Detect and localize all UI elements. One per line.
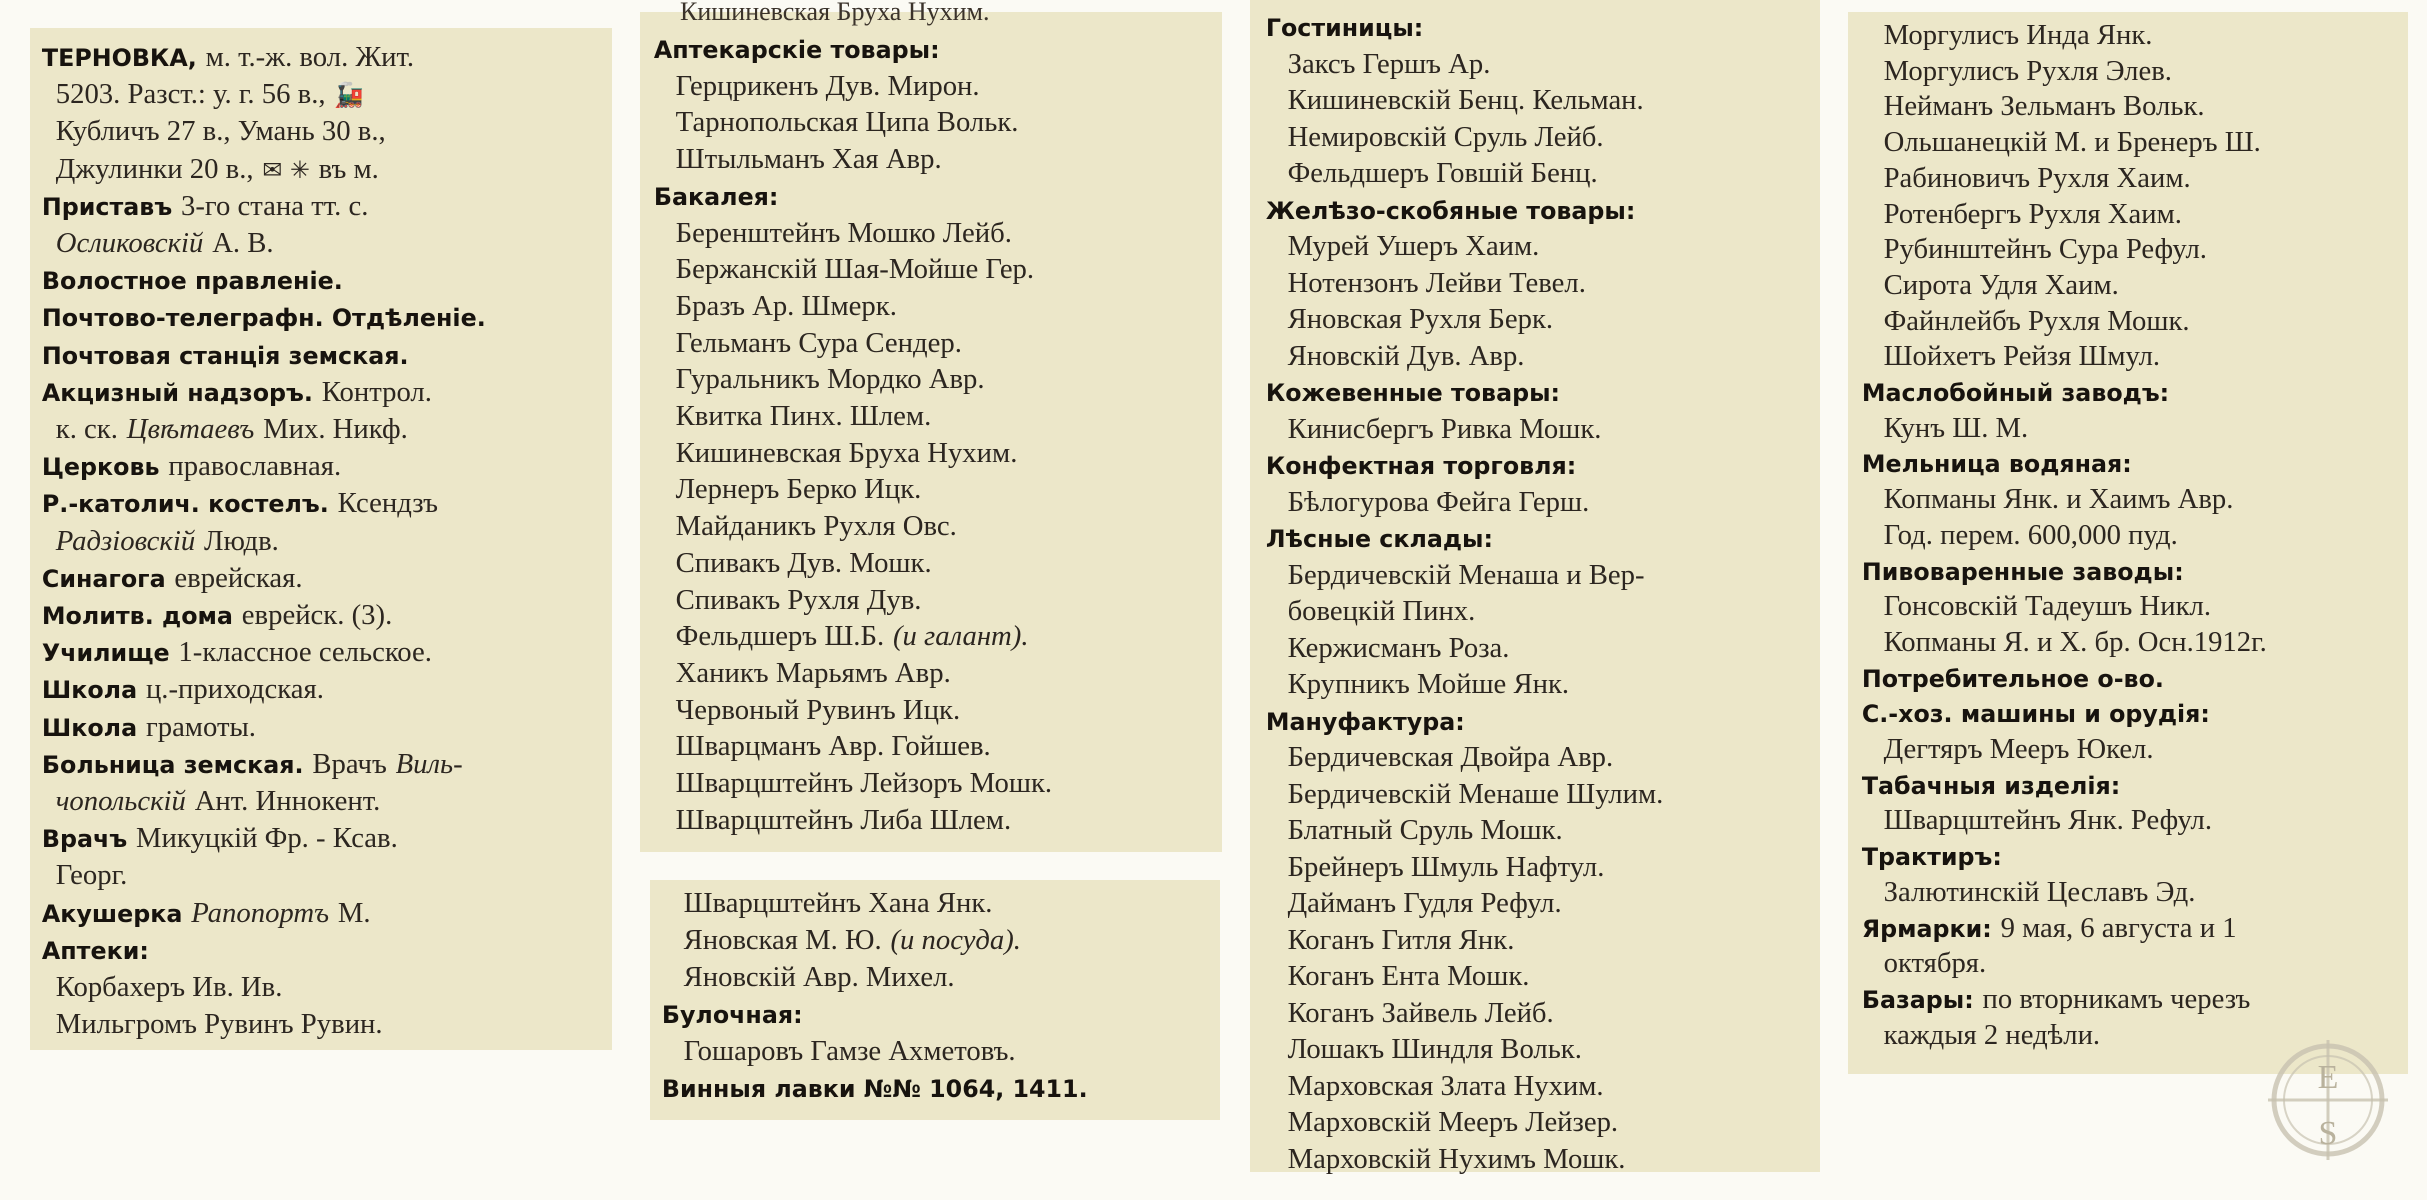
- entry-line: [30, 784, 606, 818]
- heading-text: Маслобойный заводъ:: [1861, 379, 2170, 407]
- entry-line: [1250, 886, 1814, 920]
- entry-line: [1848, 339, 2402, 373]
- entry-text: Ханикъ Марьямъ Авр.: [675, 656, 951, 689]
- entry-text: Яновская М. Ю.: [683, 924, 882, 956]
- heading-text: Лѣсные склады:: [1265, 525, 1494, 553]
- entry-text: Червоный Рувинъ Ицк.: [675, 693, 961, 726]
- heading-text: Больница земская.: [41, 750, 304, 779]
- section-heading: [1250, 193, 1814, 227]
- entry-text: Коганъ Зайвель Лейб.: [1287, 996, 1554, 1029]
- section-heading: [30, 263, 606, 297]
- entry-text: Беренштейнъ Мошко Лейб.: [675, 216, 1012, 249]
- entry-text: Майданикъ Рухля Овс.: [675, 510, 957, 543]
- entry-line: [1848, 232, 2402, 266]
- entry-text: Лошакъ Шиндля Вольк.: [1287, 1033, 1582, 1065]
- section-heading: [30, 338, 606, 372]
- entry-text: Квитка Пинх. Шлем.: [675, 400, 932, 432]
- heading-text: Врачъ: [41, 825, 128, 854]
- italic-name: Виль-: [395, 747, 463, 780]
- watermark-letter-s: S: [2318, 1115, 2338, 1152]
- entry-line: [640, 766, 1216, 800]
- entry-line: [1848, 732, 2402, 766]
- entry-line: [1250, 83, 1814, 117]
- entry-text: Ксендзъ: [337, 487, 438, 520]
- entry-text: Кунъ Ш. М.: [1883, 411, 2029, 444]
- entry-text: православная.: [168, 450, 342, 483]
- italic-name: Цвѣтаевъ: [126, 413, 255, 445]
- column-4-panel: [1848, 12, 2408, 1074]
- entry-line: [1848, 197, 2402, 231]
- entry-text: 9 мая, 6 августа и 1: [2000, 911, 2237, 944]
- entry-line: [640, 546, 1216, 580]
- entry-text: Мурей Ушеръ Хаим.: [1287, 230, 1540, 262]
- entry-text: Залютинскій Цеславъ Эд.: [1883, 875, 2196, 908]
- entry-line: [640, 583, 1216, 617]
- section-heading: [1250, 10, 1814, 44]
- entry-text: Крупникъ Мойше Янк.: [1287, 668, 1570, 700]
- entry-line: [640, 142, 1216, 176]
- entry-line: [1250, 156, 1814, 190]
- entry-text: Копманы Янк. и Хаимъ Авр.: [1883, 483, 2234, 516]
- entry-line: [1250, 959, 1814, 993]
- entry-line: [1250, 850, 1814, 884]
- entry-text: по вторникамъ черезъ: [1982, 982, 2251, 1015]
- entry-text: Яновскій Дув. Авр.: [1287, 339, 1525, 372]
- entry-line: [1250, 485, 1814, 519]
- entry-text: Спивакъ Рухля Дув.: [675, 583, 922, 616]
- entry-line: [1848, 18, 2402, 52]
- heading-text: Школа: [41, 713, 138, 742]
- entry-text: Фельдшеръ Говшій Бенц.: [1287, 157, 1598, 189]
- entry-line: [1250, 229, 1814, 263]
- entry-text: Заксъ Гершъ Ар.: [1287, 47, 1491, 80]
- entry-line: [640, 656, 1216, 690]
- entry-text: Бердичевскій Менаша и Вер-: [1287, 558, 1645, 591]
- entry-text: Сирота Удля Хаим.: [1883, 268, 2119, 301]
- entry-text: 5203. Разст.: у. г. 56 в.,: [55, 78, 326, 111]
- entry-line: [640, 472, 1216, 506]
- entry-line: [1250, 412, 1814, 446]
- entry-line: [1848, 625, 2402, 659]
- entry-text: Джулинки 20 в.,: [55, 152, 254, 185]
- entry-text: Шойхетъ Рейзя Шмул.: [1883, 340, 2161, 373]
- entry-text: Марховскій Нухимъ Мошк.: [1287, 1142, 1626, 1175]
- heading-text: Булочная:: [661, 1001, 803, 1029]
- column-3-panel: [1250, 0, 1820, 1175]
- cropped-text-fragment: Кишиневская Бруха Нухим.: [680, 0, 990, 26]
- entry-text: Тарнопольская Ципа Вольк.: [675, 106, 1019, 139]
- entry-line: [1848, 875, 2402, 909]
- entry-line: [650, 886, 1214, 920]
- entry-text: Рубинштейнъ Сура Рефул.: [1883, 233, 2207, 266]
- entry-line: [30, 114, 606, 148]
- section-heading: [1848, 839, 2402, 873]
- entry-line: [1848, 89, 2402, 123]
- section-heading: [640, 179, 1216, 213]
- entry-line: [1848, 411, 2402, 445]
- entry-line: [640, 105, 1216, 139]
- entry-text: Ротенбергъ Рухля Хаим.: [1883, 197, 2182, 230]
- entry-line: [30, 896, 606, 930]
- entry-line: [1848, 518, 2402, 552]
- heading-text: Потребительное о-во.: [1861, 664, 2164, 693]
- heading-text: Акушерка: [41, 899, 183, 928]
- entry-text: бовецкій Пинх.: [1287, 595, 1476, 627]
- entry-text: Гошаровъ Гамзе Ахметовъ.: [683, 1035, 1016, 1067]
- entry-line: [1250, 47, 1814, 81]
- entry-text-tail: М.: [337, 896, 371, 929]
- entry-line: [640, 729, 1216, 763]
- heading-text: Трактиръ:: [1861, 843, 2002, 872]
- entry-line: [1250, 302, 1814, 336]
- entry-line: [640, 399, 1216, 433]
- heading-text: Церковь: [41, 453, 160, 482]
- section-heading: [1250, 375, 1814, 409]
- entry-line: [1848, 54, 2402, 88]
- entry-line: [640, 436, 1216, 470]
- section-heading: [1848, 696, 2402, 730]
- section-heading: [1848, 375, 2402, 409]
- heading-text: Почтовая станція земская.: [41, 341, 409, 370]
- entry-text: Дайманъ Гудля Рефул.: [1287, 887, 1562, 919]
- heading-text: Базары:: [1861, 985, 1974, 1014]
- entry-line: [1848, 982, 2402, 1016]
- heading-text: С.-хоз. машины и орудія:: [1861, 700, 2210, 729]
- entry-text: Яновскій Авр. Михел.: [683, 961, 955, 993]
- section-heading: [1848, 768, 2402, 802]
- heading-text: Табачныя изделія:: [1861, 771, 2121, 800]
- entry-text: еврейск. (3).: [241, 599, 393, 631]
- italic-name: (и посуда).: [890, 924, 1021, 956]
- entry-line: [30, 747, 606, 781]
- entry-line: [1250, 1105, 1814, 1139]
- entry-text: 1-классное сельское.: [178, 636, 432, 669]
- entry-text: Бердичевскій Менаше Шулим.: [1287, 777, 1664, 810]
- entry-line: [1848, 589, 2402, 623]
- entry-line: [1848, 125, 2402, 159]
- heading-text: Почтово-телеграфн. Отдѣленіе.: [41, 304, 486, 333]
- entry-text: Микуцкій Фр. - Ксав.: [136, 822, 398, 855]
- entry-text: Файнлейбъ Рухля Мошк.: [1883, 304, 2190, 337]
- heading-text: ТЕРНОВКА,: [41, 44, 197, 72]
- entry-text: Кержисманъ Роза.: [1287, 631, 1510, 664]
- compass-watermark-stamp: [2266, 1038, 2390, 1162]
- entry-text: Бердичевская Двойра Авр.: [1287, 741, 1614, 773]
- entry-line: [1848, 803, 2402, 837]
- entry-text: Нотензонъ Лейви Тевел.: [1287, 266, 1586, 299]
- heading-text: Мануфактура:: [1265, 707, 1465, 736]
- entry-line: [30, 858, 606, 892]
- heading-text: Мельница водяная:: [1861, 450, 2132, 479]
- entry-text: Штыльманъ Хая Авр.: [675, 143, 942, 176]
- entry-line: [1848, 911, 2402, 945]
- entry-text: Год. перем. 600,000 пуд.: [1883, 518, 2178, 551]
- entry-text: октября.: [1883, 947, 1987, 980]
- entry-text: Фельдшеръ Ш.Б.: [675, 620, 885, 653]
- entry-text: Коганъ Гитля Янк.: [1287, 923, 1515, 956]
- column-2b-panel: [650, 880, 1220, 1120]
- entry-text: Лернеръ Берко Ицк.: [675, 473, 922, 506]
- entry-line: [30, 189, 606, 223]
- entry-line: [640, 803, 1216, 837]
- entry-text: Марховская Злата Нухим.: [1287, 1069, 1604, 1102]
- map-symbol-icon: ✉ ✳: [262, 155, 310, 184]
- entry-text: Гонсовскій Тадеушъ Никл.: [1883, 590, 2212, 623]
- italic-name: Радзіовскій: [55, 524, 196, 557]
- heading-text: Р.-католич. костелъ.: [41, 490, 329, 519]
- heading-text: Акцизный надзоръ.: [41, 378, 313, 407]
- section-heading: [650, 1071, 1214, 1105]
- entry-line: [30, 672, 606, 706]
- italic-name: (и галант).: [892, 620, 1029, 653]
- entry-line: [640, 69, 1216, 103]
- entry-text: Марховскій Мееръ Лейзер.: [1287, 1106, 1619, 1138]
- heading-text: Аптеки:: [41, 936, 149, 965]
- entry-text-tail: въ м.: [318, 152, 379, 185]
- entry-text: Немировскій Сруль Лейб.: [1287, 120, 1604, 153]
- entry-text: Корбахеръ Ив. Ив.: [55, 971, 283, 1003]
- section-heading: [1250, 448, 1814, 482]
- entry-line: [30, 77, 606, 111]
- entry-text: Яновская Рухля Берк.: [1287, 303, 1554, 335]
- heading-text: Гостиницы:: [1265, 14, 1424, 42]
- heading-text: Молитв. дома: [41, 602, 233, 630]
- entry-text: к. ск.: [55, 413, 118, 445]
- entry-text: Шварцманъ Авр. Гойшев.: [675, 730, 991, 763]
- entry-line: [650, 923, 1214, 957]
- entry-line: [640, 509, 1216, 543]
- map-symbol-icon: 🚂: [334, 81, 364, 110]
- section-heading: [650, 997, 1214, 1031]
- entry-line: [640, 619, 1216, 653]
- entry-text-tail: Мих. Никф.: [263, 413, 408, 445]
- entry-line: [1250, 1069, 1814, 1103]
- entry-line: [640, 326, 1216, 360]
- entry-line: [30, 821, 606, 855]
- entry-line: [640, 289, 1216, 323]
- entry-text: Брейнеръ Шмуль Нафтул.: [1287, 850, 1605, 883]
- entry-line: [1250, 740, 1814, 774]
- entry-line: [1250, 120, 1814, 154]
- column-1-panel: [30, 28, 612, 1050]
- entry-line: [650, 1034, 1214, 1068]
- entry-text: м. т.-ж. вол. Жит.: [205, 41, 415, 73]
- entry-line: [30, 449, 606, 483]
- entry-line: [1250, 339, 1814, 373]
- heading-text: Училище: [41, 639, 170, 668]
- section-heading: [30, 933, 606, 967]
- entry-line: [30, 40, 606, 74]
- section-heading: [1250, 704, 1814, 738]
- entry-text: Врачъ: [312, 747, 387, 780]
- section-heading: [30, 300, 606, 334]
- entry-text: Шварцштейнъ Янк. Рефул.: [1883, 804, 2213, 837]
- entry-text: Нейманъ Зельманъ Вольк.: [1883, 90, 2205, 123]
- entry-text: Копманы Я. и Х. бр. Осн.1912г.: [1883, 625, 2267, 658]
- entry-line: [1250, 631, 1814, 665]
- entry-text: Блатный Сруль Мошк.: [1287, 814, 1563, 846]
- heading-text: Школа: [41, 676, 138, 705]
- heading-text: Аптекарскіе товары:: [653, 36, 940, 64]
- entry-text: Моргулисъ Инда Янк.: [1883, 19, 2153, 51]
- entry-line: [1848, 161, 2402, 195]
- entry-line: [30, 226, 606, 260]
- entry-text: Георг.: [55, 859, 128, 892]
- entry-line: [1848, 946, 2402, 980]
- entry-line: [650, 960, 1214, 994]
- heading-text: Винныя лавки №№ 1064, 1411.: [661, 1075, 1088, 1103]
- entry-line: [1848, 482, 2402, 516]
- entry-text: Спивакъ Дув. Мошк.: [675, 546, 932, 579]
- entry-line: [30, 635, 606, 669]
- entry-text: Ольшанецкій М. и Бренеръ Ш.: [1883, 126, 2261, 159]
- entry-line: [640, 252, 1216, 286]
- entry-text: Мильгромъ Рувинъ Рувин.: [55, 1008, 383, 1041]
- entry-line: [1848, 304, 2402, 338]
- entry-text: Кишиневскій Бенц. Кельман.: [1287, 84, 1644, 116]
- entry-text: грамоты.: [145, 710, 256, 743]
- entry-text: еврейская.: [174, 561, 303, 594]
- entry-line: [1250, 923, 1814, 957]
- entry-text: Бѣлогурова Фейга Герш.: [1287, 485, 1590, 518]
- italic-name: Осликовскій: [55, 227, 204, 259]
- entry-text: А. В.: [212, 227, 274, 259]
- entry-line: [1250, 667, 1814, 701]
- entry-line: [1250, 266, 1814, 300]
- entry-text: Бразъ Ар. Шмерк.: [675, 289, 897, 322]
- heading-text: Конфектная торговля:: [1265, 452, 1577, 480]
- section-heading: [1250, 521, 1814, 555]
- entry-text: Моргулисъ Рухля Элев.: [1883, 54, 2172, 87]
- entry-line: [1250, 1032, 1814, 1066]
- entry-line: [30, 524, 606, 558]
- entry-line: [1848, 268, 2402, 302]
- entry-text: 3-го стана тт. с.: [181, 189, 369, 222]
- entry-line: [1250, 813, 1814, 847]
- entry-line: [30, 710, 606, 744]
- heading-text: Приставъ: [41, 192, 173, 221]
- heading-text: Пивоваренные заводы:: [1861, 557, 2184, 586]
- heading-text: Кожевенные товары:: [1265, 379, 1561, 407]
- section-heading: [640, 32, 1216, 66]
- entry-line: [30, 375, 606, 409]
- italic-name: чопольскій: [55, 785, 186, 817]
- entry-line: [30, 412, 606, 446]
- entry-line: [1250, 594, 1814, 628]
- section-heading: [1848, 446, 2402, 480]
- entry-text: Гуральникъ Мордко Авр.: [675, 363, 985, 396]
- entry-text: Коганъ Ента Мошк.: [1287, 960, 1530, 992]
- entry-line: [640, 216, 1216, 250]
- entry-text: ц.-приходская.: [145, 673, 324, 706]
- entry-line: [640, 693, 1216, 727]
- entry-text: Герцрикенъ Дув. Мирон.: [675, 69, 980, 102]
- entry-line: [640, 362, 1216, 396]
- section-heading: [1848, 661, 2402, 695]
- entry-line: [30, 598, 606, 632]
- section-heading: [1848, 554, 2402, 588]
- entry-line: [30, 1007, 606, 1041]
- heading-text: Бакалея:: [653, 182, 779, 211]
- heading-text: Волостное правленіе.: [41, 267, 343, 296]
- entry-line: [1250, 1142, 1814, 1176]
- entry-text: Ант. Иннокент.: [194, 785, 381, 817]
- heading-text: Ярмарки:: [1861, 914, 1992, 943]
- entry-line: [1250, 558, 1814, 592]
- heading-text: Синагога: [41, 564, 166, 593]
- italic-name: Рапопортъ: [191, 896, 330, 929]
- entry-text: Контрол.: [321, 375, 432, 408]
- entry-line: [30, 970, 606, 1004]
- entry-line: [1250, 777, 1814, 811]
- entry-text: Шварцштейнъ Лейзоръ Мошк.: [675, 767, 1053, 799]
- entry-text: Людв.: [204, 524, 279, 557]
- entry-text: Рабиновичъ Рухля Хаим.: [1883, 161, 2191, 194]
- watermark-letter-e: E: [2317, 1059, 2339, 1096]
- column-2a-panel: [640, 0, 1222, 852]
- heading-text: Желѣзо-скобяные товары:: [1265, 196, 1636, 225]
- entry-text: Кинисбергъ Ривка Мошк.: [1287, 412, 1602, 445]
- entry-text: Гельманъ Сура Сендер.: [675, 326, 962, 359]
- entry-text: каждыя 2 недѣли.: [1883, 1018, 2101, 1051]
- entry-text: Дегтяръ Мееръ Юкел.: [1883, 733, 2154, 765]
- entry-text: Кубличъ 27 в., Умань 30 в.,: [55, 115, 386, 148]
- entry-text: Шварцштейнъ Хана Янк.: [683, 887, 993, 919]
- entry-text: Бержанскій Шая-Мойше Гер.: [675, 253, 1035, 286]
- entry-text: Шварцштейнъ Либа Шлем.: [675, 803, 1012, 836]
- entry-text: Кишиневская Бруха Нухим.: [675, 436, 1018, 469]
- entry-line: [1250, 996, 1814, 1030]
- entry-line: [30, 486, 606, 520]
- entry-line: [30, 152, 606, 186]
- entry-line: [30, 561, 606, 595]
